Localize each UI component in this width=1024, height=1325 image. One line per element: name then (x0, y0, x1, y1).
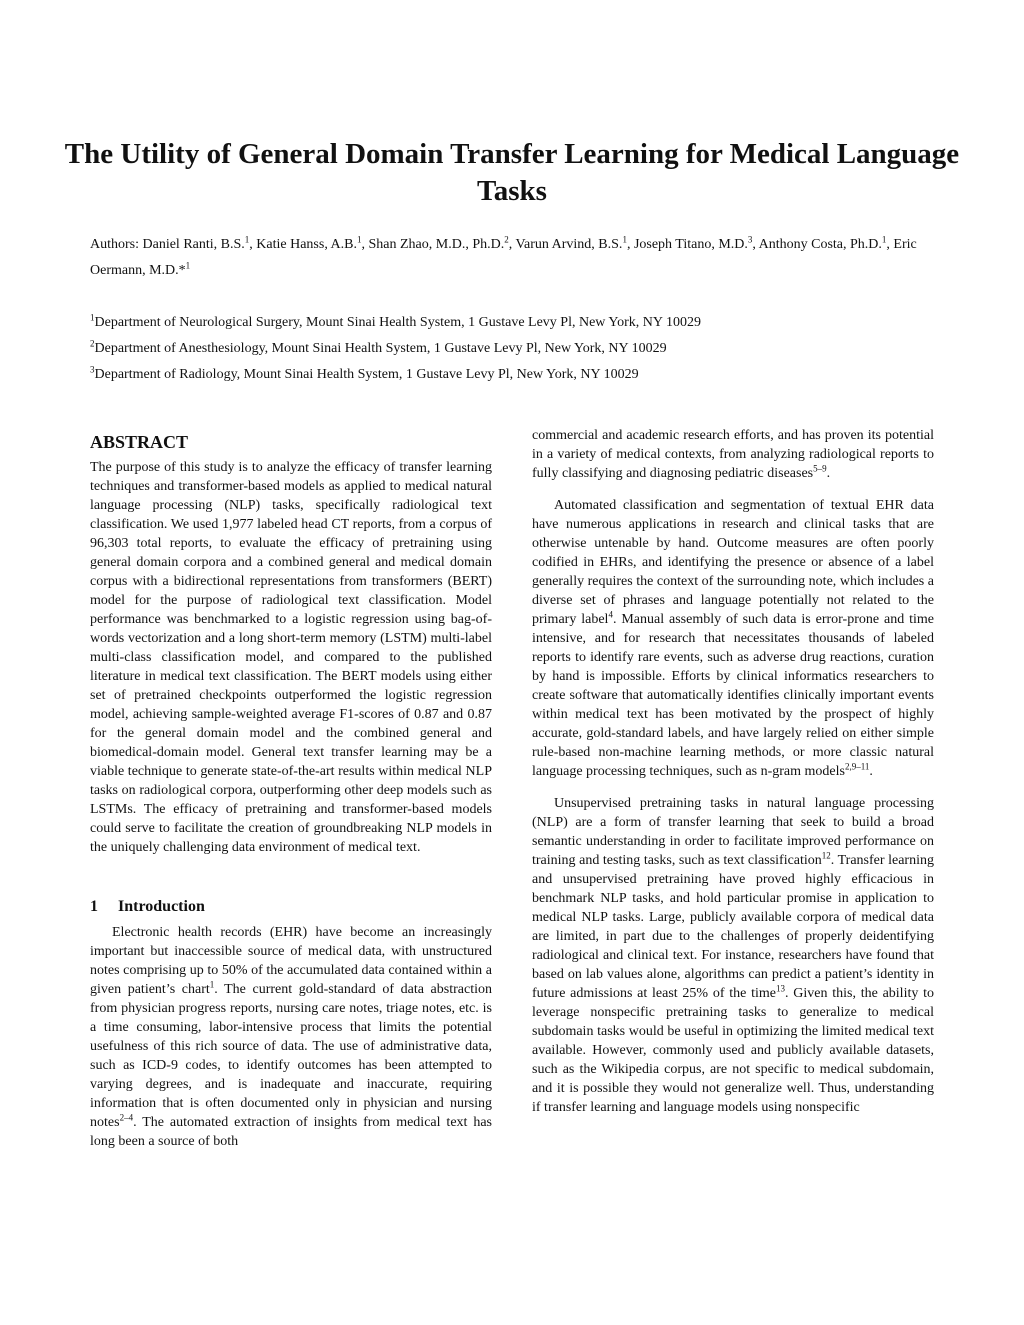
abstract-heading: ABSTRACT (90, 432, 189, 452)
affiliation-list (90, 310, 938, 388)
author: , Anthony Costa, Ph.D.$^1$ (752, 234, 887, 252)
section-heading-introduction: 1 Introduction (90, 898, 205, 915)
author: Authors: Daniel Ranti, B.S.$^1$ (90, 234, 250, 252)
left-column (90, 430, 492, 1151)
affiliation: $^3$Department of Radiology, Mount Sinai Health System, 1 Gustave Levy Pl, New York, NY 10029 (90, 364, 639, 382)
affiliation: $^2$Department of Anesthesiology, Mount Sinai Health System, 1 Gustave Levy Pl, New York, NY 10029 (90, 338, 667, 356)
body-paragraph: commercial and academic research efforts, and has proven its potential in a variety of medical contexts, from analyzing radiological reports to fully classifying and diagnosing pediatric diseases$^{5-9}$. (532, 428, 934, 481)
author: , Joseph Titano, M.D.$^3$ (626, 234, 753, 252)
affiliation: $^1$Department of Neurological Surgery, Mount Sinai Health System, 1 Gustave Levy Pl, New York, NY 10029 (90, 312, 701, 330)
author: , Katie Hanss, A.B.$^1$ (249, 234, 362, 252)
author: , Shan Zhao, M.D., Ph.D.$^2$ (361, 234, 509, 252)
abstract-text: The purpose of this study is to analyze the efficacy of transfer learning techniques and transformer-based models as applied to medical natural language processing (NLP) tasks, specifically radiological text classification. We used 1,977 labeled head CT reports, from a corpus of 96,303 total reports, to evaluate the efficacy of pretraining using general domain corpora and a combined general and medical domain corpus with a bidirectional representations from transformers (BERT) model for the purpose of radiological text classification. Model performance was benchmarked to a logistic regression using bag-of-words vectorization and a long short-term memory (LSTM) multi-label multi-class classification model, and compared to the published literature in medical text classification. The BERT models using either set of pretrained checkpoints outperformed the logistic regression model, achieving sample-weighted average F1-scores of 0.87 and 0.87 for the general domain model and the combined general and biomedical-domain model. General text transfer learning may be a viable technique to generate state-of-the-art results within medical NLP tasks on radiological corpora, outperforming other deep models such as LSTMs. The efficacy of pretraining and transformer-based models could serve to facilitate the creation of groundbreaking NLP models in the uniquely challenging data environment of medical text. (90, 460, 492, 855)
author: , Eric Oermann, M.D.*$^1$ (90, 237, 917, 278)
intro-paragraph: Electronic health records (EHR) have become an increasingly important but inaccessible source of medical data, with unstructured notes comprising up to 50% of the accumulated data contained within a given patient’s chart$^1$. The current gold-standard of data abstraction from physician progress reports, nursing care notes, triage notes, etc. is a time consuming, labor-intensive process that limits the potential usefulness of this rich source of data. The use of administrative data, such as ICD-9 codes, to identify outcomes has been attempted to varying degrees, and is inadequate and inaccurate, requiring information that is often documented only in physician and nursing notes$^{2-4}$. The automated extraction of insights from medical text has long been a source of both (90, 925, 492, 1149)
author-list (90, 232, 938, 284)
author: , Varun Arvind, B.S.$^1$ (508, 234, 627, 252)
paper-title: The Utility of General Domain Transfer Learning for Medical Language Tasks (64, 138, 960, 207)
body-paragraph: Automated classification and segmentation of textual EHR data have numerous applications in research and clinical tasks that are otherwise untenable by hand. Outcome measures are often poorly codified in EHRs, and identifying the presence or absence of a label generally requires the context of the surrounding note, which includes a diverse set of phrases and language potentially not related to the primary label$^4$. Manual assembly of such data is error-prone and time intensive, and for research that necessitates thousands of labeled reports to identify rare events, such as adverse drug reactions, curation by hand is impossible. Efforts by clinical informatics researchers to create software that automatically identifies clinically important events within medical text has been motivated by the prospect of highly accurate, gold-standard labels, and have largely relied on either simple rule-based non-machine learning methods, or more classic natural language processing techniques, such as n-gram models$^{2,9-11}$. (532, 498, 934, 779)
body-paragraph: Unsupervised pretraining tasks in natural language processing (NLP) are a form of transfer learning that seek to build a broad semantic understanding in order to facilitate improved performance on training and testing tasks, such as text classification$^{12}$. Transfer learning and unsupervised pretraining have proved highly efficacious in benchmark NLP tasks, and hold particular promise in application to medical NLP tasks. Large, publicly available corpora of medical data are limited, in part due to the challenges of properly deidentifying radiological and clinical text. For instance, researchers have found that based on lab values alone, algorithms can predict a patient’s identity in future admissions at least 25% of the time$^{13}$. Given this, the ability to leverage nonspecific pretraining tasks to generalize to medical subdomain tasks would be useful in optimizing the limited medical text available. However, commonly used and publicly available datasets, such as the Wikipedia corpus, are not specific to medical subdomain, and it is possible they would not generalize well. Thus, understanding if transfer learning and language models using nonspecific (532, 796, 934, 1115)
right-column (532, 426, 934, 1117)
